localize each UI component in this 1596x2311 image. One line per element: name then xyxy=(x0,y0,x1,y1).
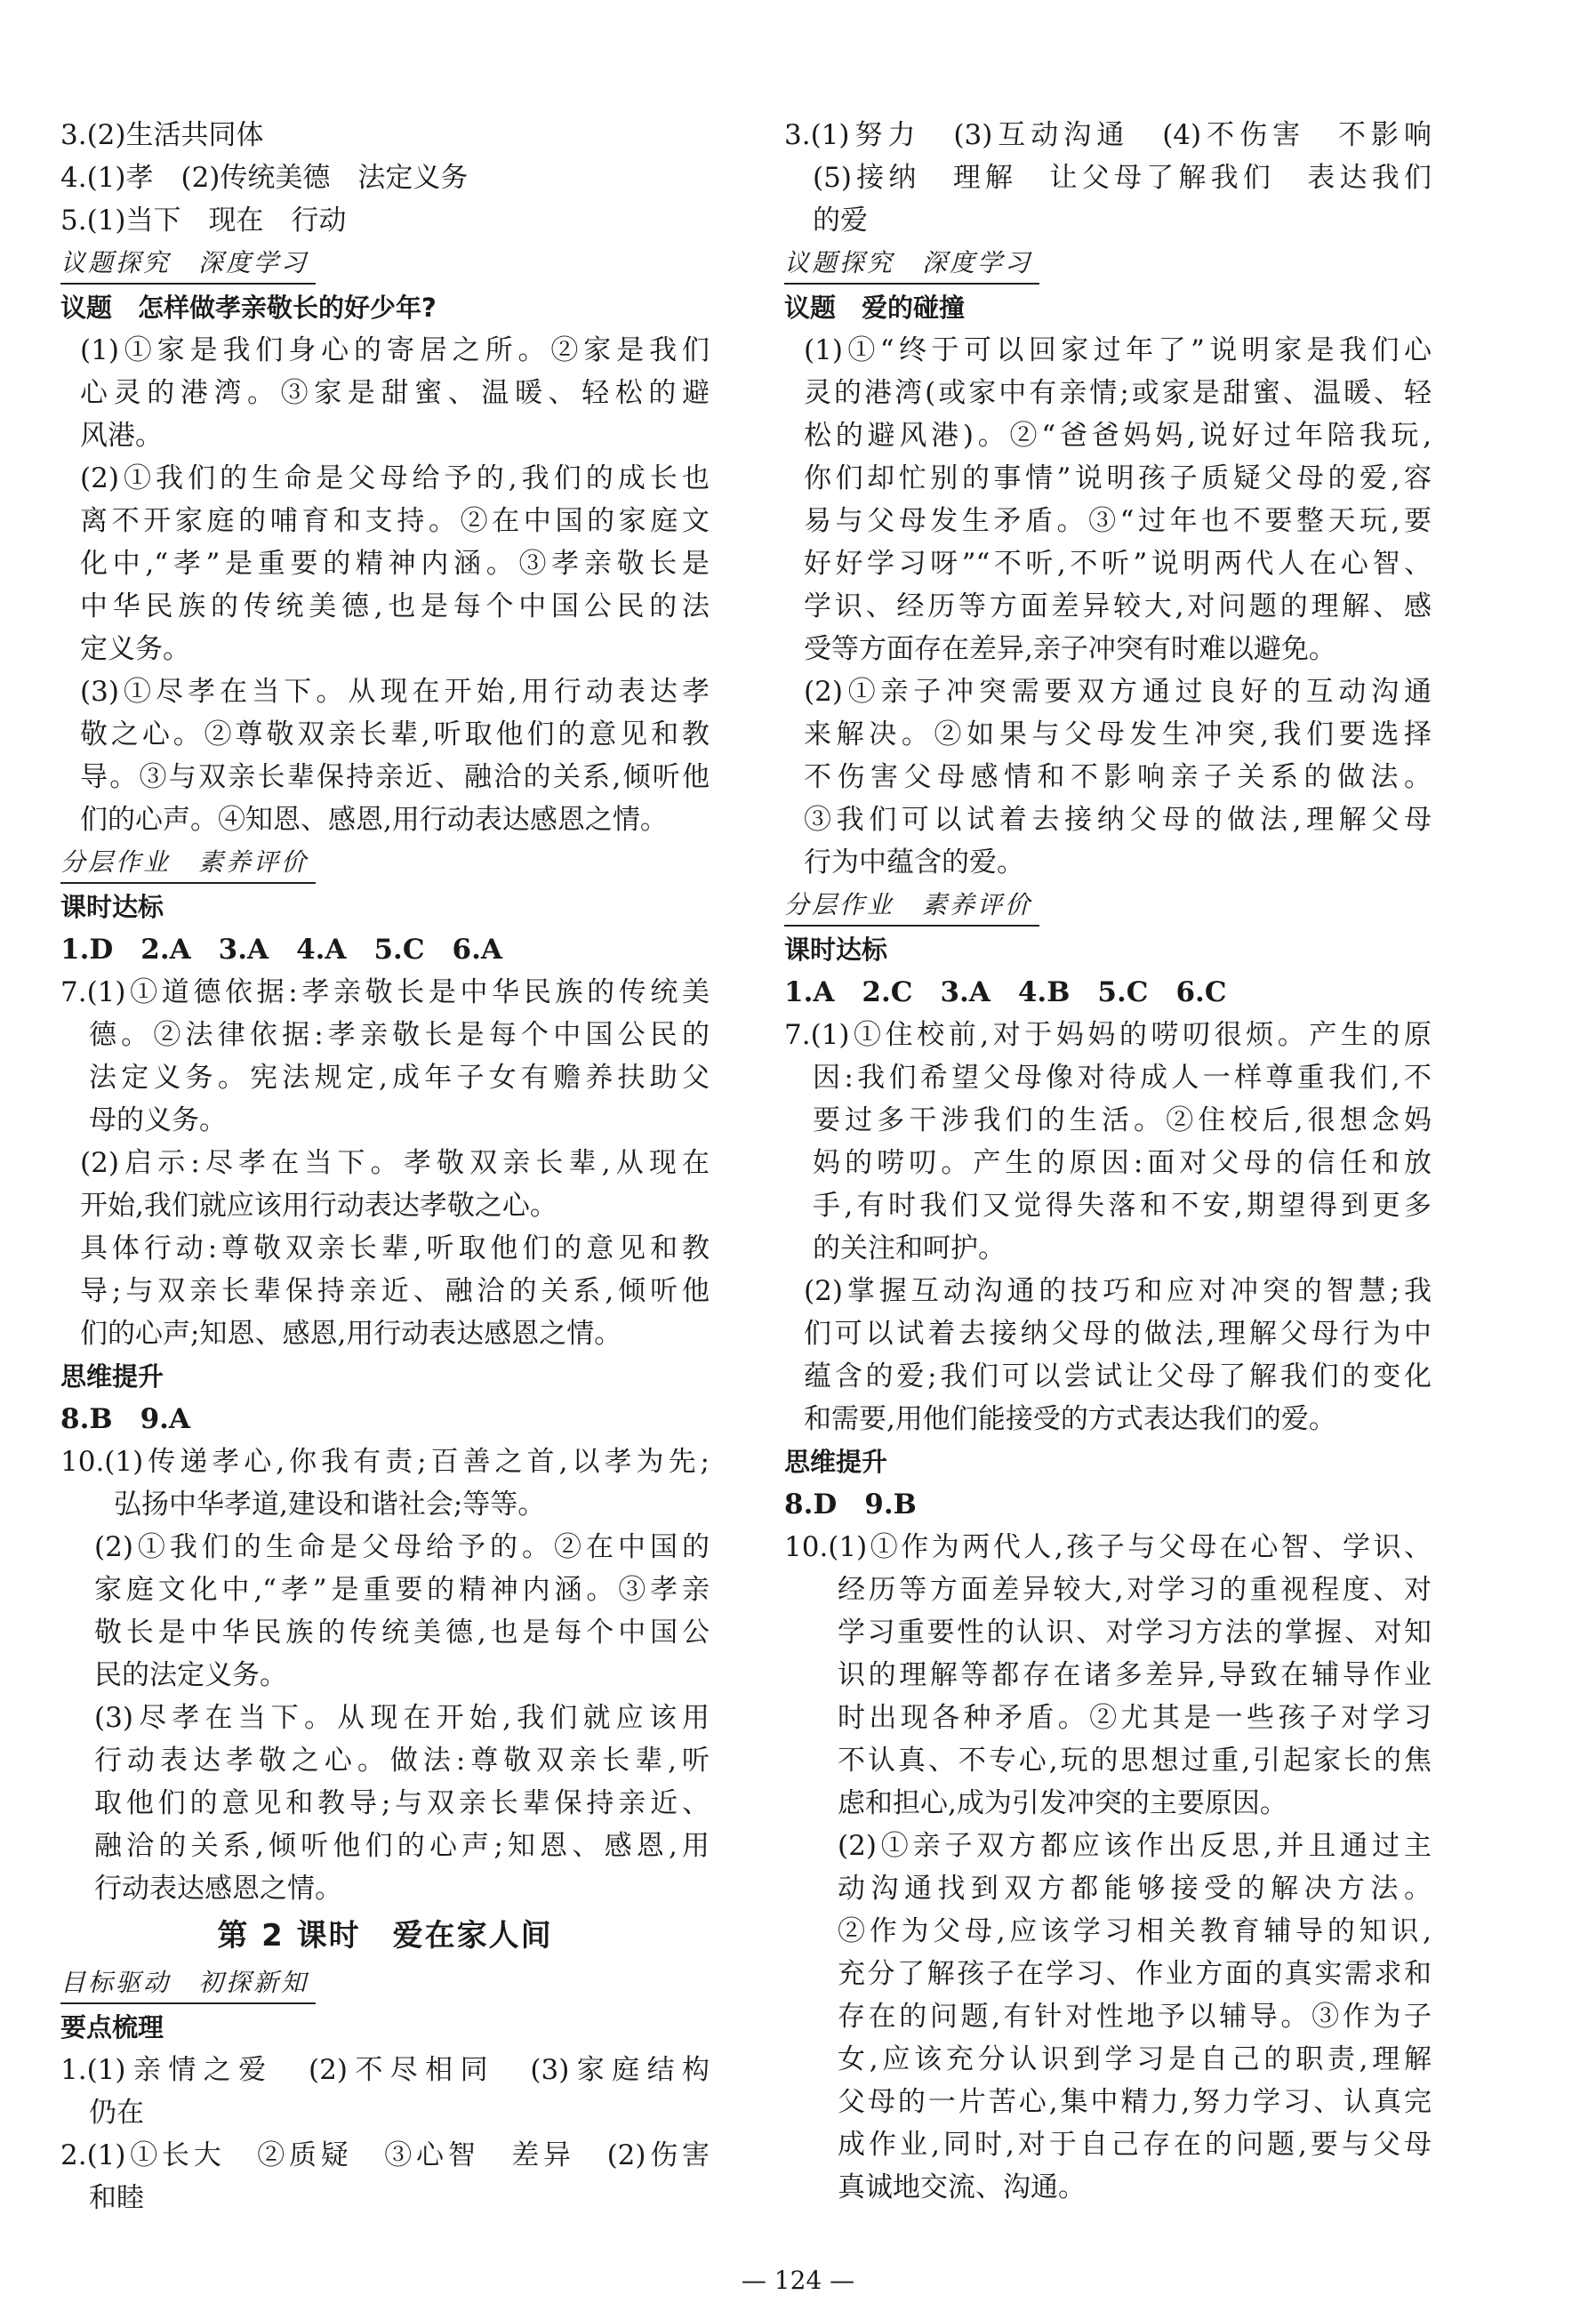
section-header: 分层作业 素养评价 xyxy=(60,843,316,884)
choice-answers: 8.D 9.B xyxy=(784,1489,917,1521)
text-line: 导。③与双亲长辈保持亲近、融洽的关系,倾听他 xyxy=(80,761,710,793)
text-line: (2)①我们的生命是父母给予的。②在中国的 xyxy=(94,1531,710,1563)
paragraph xyxy=(784,670,1432,884)
text-line: 10.(1)传递孝心,你我有责;百善之首,以孝为先; xyxy=(60,1446,710,1478)
section-header: 议题探究 深度学习 xyxy=(784,244,1039,285)
text-line: 易与父母发生矛盾。③“过年也不要整天玩,要 xyxy=(804,505,1432,537)
paragraph xyxy=(60,2134,710,2219)
paragraph xyxy=(784,1014,1432,1270)
text-line: 好好学习呀”“不听,不听”说明两代人在心智、 xyxy=(804,548,1432,580)
text-line: 定义务。 xyxy=(80,633,190,665)
text-line: 仍在 xyxy=(89,2097,144,2129)
text-line: (2)启示:尽孝在当下。孝敬双亲长辈,从现在 xyxy=(80,1147,710,1179)
text-line: 融洽的关系,倾听他们的心声;知恩、感恩,用 xyxy=(94,1830,710,1862)
paragraph xyxy=(60,1440,710,1526)
paragraph xyxy=(60,1227,710,1355)
text-line: 民的法定义务。 xyxy=(94,1659,287,1691)
text-line: 来解决。②如果与父母发生冲突,我们要选择 xyxy=(804,718,1432,750)
text-line: 母的义务。 xyxy=(89,1104,227,1136)
choice-answers: 1.A 2.C 3.A 4.B 5.C 6.C xyxy=(784,976,1227,1008)
text-line: 充分了解孩子在学习、作业方面的真实需求和 xyxy=(838,1958,1432,1990)
text-line: 成作业,同时,对于自己存在的问题,要与父母 xyxy=(838,2129,1432,2161)
text-line: 风港。 xyxy=(80,420,163,452)
answer-line: 3.(2)生活共同体 xyxy=(60,119,264,151)
text-line: 们的心声。④知恩、感恩,用行动表达感恩之情。 xyxy=(80,804,668,836)
text-line: (1)①“终于可以回家过年了”说明家是我们心 xyxy=(804,334,1432,366)
text-line: 动沟通找到双方都能够接受的解决方法。 xyxy=(838,1873,1432,1905)
text-line: 要过多干涉我们的生活。②住校后,很想念妈 xyxy=(813,1104,1432,1136)
text-line: (2)掌握互动沟通的技巧和应对冲突的智慧;我 xyxy=(804,1275,1432,1307)
section-header: 分层作业 素养评价 xyxy=(784,886,1039,927)
subsection-title: 课时达标 xyxy=(784,935,888,965)
text-line: 开始,我们就应该用行动表达孝敬之心。 xyxy=(80,1190,557,1222)
page-number: — 124 — xyxy=(741,2266,855,2295)
text-line: 的关注和呵护。 xyxy=(813,1232,1006,1264)
left-column xyxy=(60,114,710,2219)
text-line: 具体行动:尊敬双亲长辈,听取他们的意见和教 xyxy=(80,1232,710,1264)
paragraph xyxy=(60,329,710,457)
text-line: 灵的港湾(或家中有亲情;或家是甜蜜、温暖、轻 xyxy=(804,377,1432,409)
choice-answers: 1.D 2.A 3.A 4.A 5.C 6.A xyxy=(60,934,502,966)
answer-line: 4.(1)孝 (2)传统美德 法定义务 xyxy=(60,162,469,194)
text-line: 化中,“孝”是重要的精神内涵。③孝亲敬长是 xyxy=(80,548,710,580)
topic-title: 议题 爱的碰撞 xyxy=(784,293,966,323)
text-line: 不认真、不专心,玩的思想过重,引起家长的焦 xyxy=(838,1745,1432,1777)
text-line: 受等方面存在差异,亲子冲突有时难以避免。 xyxy=(804,633,1336,665)
answer-line: 5.(1)当下 现在 行动 xyxy=(60,205,347,237)
text-line: 1.(1)亲情之爱 (2)不尽相同 (3)家庭结构 xyxy=(60,2054,710,2086)
text-line: 弘扬中华孝道,建设和谐社会;等等。 xyxy=(114,1489,546,1521)
text-line: 真诚地交流、沟通。 xyxy=(838,2171,1086,2203)
text-line: 2.(1)①长大 ②质疑 ③心智 差异 (2)伤害 xyxy=(60,2139,710,2171)
paragraph xyxy=(60,457,710,670)
text-line: 蕴含的爱;我们可以尝试让父母了解我们的变化 xyxy=(804,1360,1432,1392)
text-line: 的爱 xyxy=(813,205,868,237)
text-line: ②作为父母,应该学习相关教育辅导的知识, xyxy=(838,1915,1432,1947)
subsection-title: 思维提升 xyxy=(784,1447,888,1477)
text-line: 女,应该充分认识到学习是自己的职责,理解 xyxy=(838,2043,1432,2075)
text-line: (3)尽孝在当下。从现在开始,我们就应该用 xyxy=(94,1702,710,1734)
text-line: 们可以试着去接纳父母的做法,理解父母行为中 xyxy=(804,1318,1432,1350)
subsection-title: 课时达标 xyxy=(60,892,164,922)
text-line: 识的理解等都存在诸多差异,导致在辅导作业 xyxy=(838,1659,1432,1691)
text-line: 因:我们希望父母像对待成人一样尊重我们,不 xyxy=(813,1062,1432,1094)
text-line: 妈的唠叨。产生的原因:面对父母的信任和放 xyxy=(813,1147,1432,1179)
text-line: 敬之心。②尊敬双亲长辈,听取他们的意见和教 xyxy=(80,718,710,750)
right-column xyxy=(784,114,1432,2209)
text-line: 敬长是中华民族的传统美德,也是每个中国公 xyxy=(94,1617,710,1649)
paragraph xyxy=(60,971,710,1142)
text-line: 和睦 xyxy=(89,2182,144,2214)
text-line: 中华民族的传统美德,也是每个中国公民的法 xyxy=(80,590,710,622)
text-line: (1)①家是我们身心的寄居之所。②家是我们 xyxy=(80,334,710,366)
text-line: 10.(1)①作为两代人,孩子与父母在心智、学识、 xyxy=(784,1531,1432,1563)
text-line: 离不开家庭的哺育和支持。②在中国的家庭文 xyxy=(80,505,710,537)
paragraph xyxy=(784,1825,1432,2209)
paragraph xyxy=(784,1526,1432,1825)
text-line: 时出现各种矛盾。②尤其是一些孩子对学习 xyxy=(838,1702,1432,1734)
text-line: 学识、经历等方面差异较大,对问题的理解、感 xyxy=(804,590,1432,622)
paragraph xyxy=(60,1526,710,1697)
text-line: 们的心声;知恩、感恩,用行动表达感恩之情。 xyxy=(80,1318,622,1350)
text-line: 心灵的港湾。③家是甜蜜、温暖、轻松的避 xyxy=(80,377,710,409)
text-line: 行动表达孝敬之心。做法:尊敬双亲长辈,听 xyxy=(94,1745,710,1777)
text-line: 父母的一片苦心,集中精力,努力学习、认真完 xyxy=(838,2086,1432,2118)
topic-title: 议题 怎样做孝亲敬长的好少年? xyxy=(60,293,437,323)
text-line: 学习重要性的认识、对学习方法的掌握、对知 xyxy=(838,1617,1432,1649)
text-line: 不伤害父母感情和不影响亲子关系的做法。 xyxy=(804,761,1432,793)
lesson-title: 第 2 课时 爱在家人间 xyxy=(217,1918,553,1954)
paragraph xyxy=(784,114,1432,242)
text-line: 经历等方面差异较大,对学习的重视程度、对 xyxy=(838,1574,1432,1606)
text-line: 行为中蕴含的爱。 xyxy=(804,847,1024,879)
section-header: 目标驱动 初探新知 xyxy=(60,1963,316,2004)
paragraph xyxy=(60,670,710,841)
text-line: 7.(1)①道德依据:孝亲敬长是中华民族的传统美 xyxy=(60,976,710,1008)
text-line: 你们却忙别的事情”说明孩子质疑父母的爱,容 xyxy=(804,462,1432,494)
text-line: 虑和担心,成为引发冲突的主要原因。 xyxy=(838,1787,1287,1819)
paragraph xyxy=(784,1270,1432,1440)
text-line: 和需要,用他们能接受的方式表达我们的爱。 xyxy=(804,1403,1336,1435)
paragraph xyxy=(60,1697,710,1910)
subsection-title: 要点梳理 xyxy=(60,2012,164,2042)
text-line: (3)①尽孝在当下。从现在开始,用行动表达孝 xyxy=(80,676,710,708)
subsection-title: 思维提升 xyxy=(60,1361,164,1392)
text-line: 家庭文化中,“孝”是重要的精神内涵。③孝亲 xyxy=(94,1574,710,1606)
text-line: ③我们可以试着去接纳父母的做法,理解父母 xyxy=(804,804,1432,836)
section-header: 议题探究 深度学习 xyxy=(60,244,316,285)
text-line: 存在的问题,有针对性地予以辅导。③作为子 xyxy=(838,2001,1432,2033)
text-line: 行动表达感恩之情。 xyxy=(94,1873,342,1905)
paragraph xyxy=(60,2049,710,2134)
text-line: 德。②法律依据:孝亲敬长是每个中国公民的 xyxy=(89,1019,710,1051)
text-line: 法定义务。宪法规定,成年子女有赡养扶助父 xyxy=(89,1062,710,1094)
choice-answers: 8.B 9.A xyxy=(60,1403,190,1435)
text-line: (2)①亲子冲突需要双方通过良好的互动沟通 xyxy=(804,676,1432,708)
text-line: 3.(1)努力 (3)互动沟通 (4)不伤害 不影响 xyxy=(784,119,1432,151)
text-line: (2)①我们的生命是父母给予的,我们的成长也 xyxy=(80,462,710,494)
text-line: 取他们的意见和教导;与双亲长辈保持亲近、 xyxy=(94,1787,710,1819)
text-line: (2)①亲子双方都应该作出反思,并且通过主 xyxy=(838,1830,1432,1862)
text-line: (5)接纳 理解 让父母了解我们 表达我们 xyxy=(813,162,1432,194)
text-line: 手,有时我们又觉得失落和不安,期望得到更多 xyxy=(813,1190,1432,1222)
text-line: 松的避风港)。②“爸爸妈妈,说好过年陪我玩, xyxy=(804,420,1432,452)
paragraph xyxy=(784,329,1432,670)
text-line: 7.(1)①住校前,对于妈妈的唠叨很烦。产生的原 xyxy=(784,1019,1432,1051)
paragraph xyxy=(60,1142,710,1227)
text-line: 导;与双亲长辈保持亲近、融洽的关系,倾听他 xyxy=(80,1275,710,1307)
